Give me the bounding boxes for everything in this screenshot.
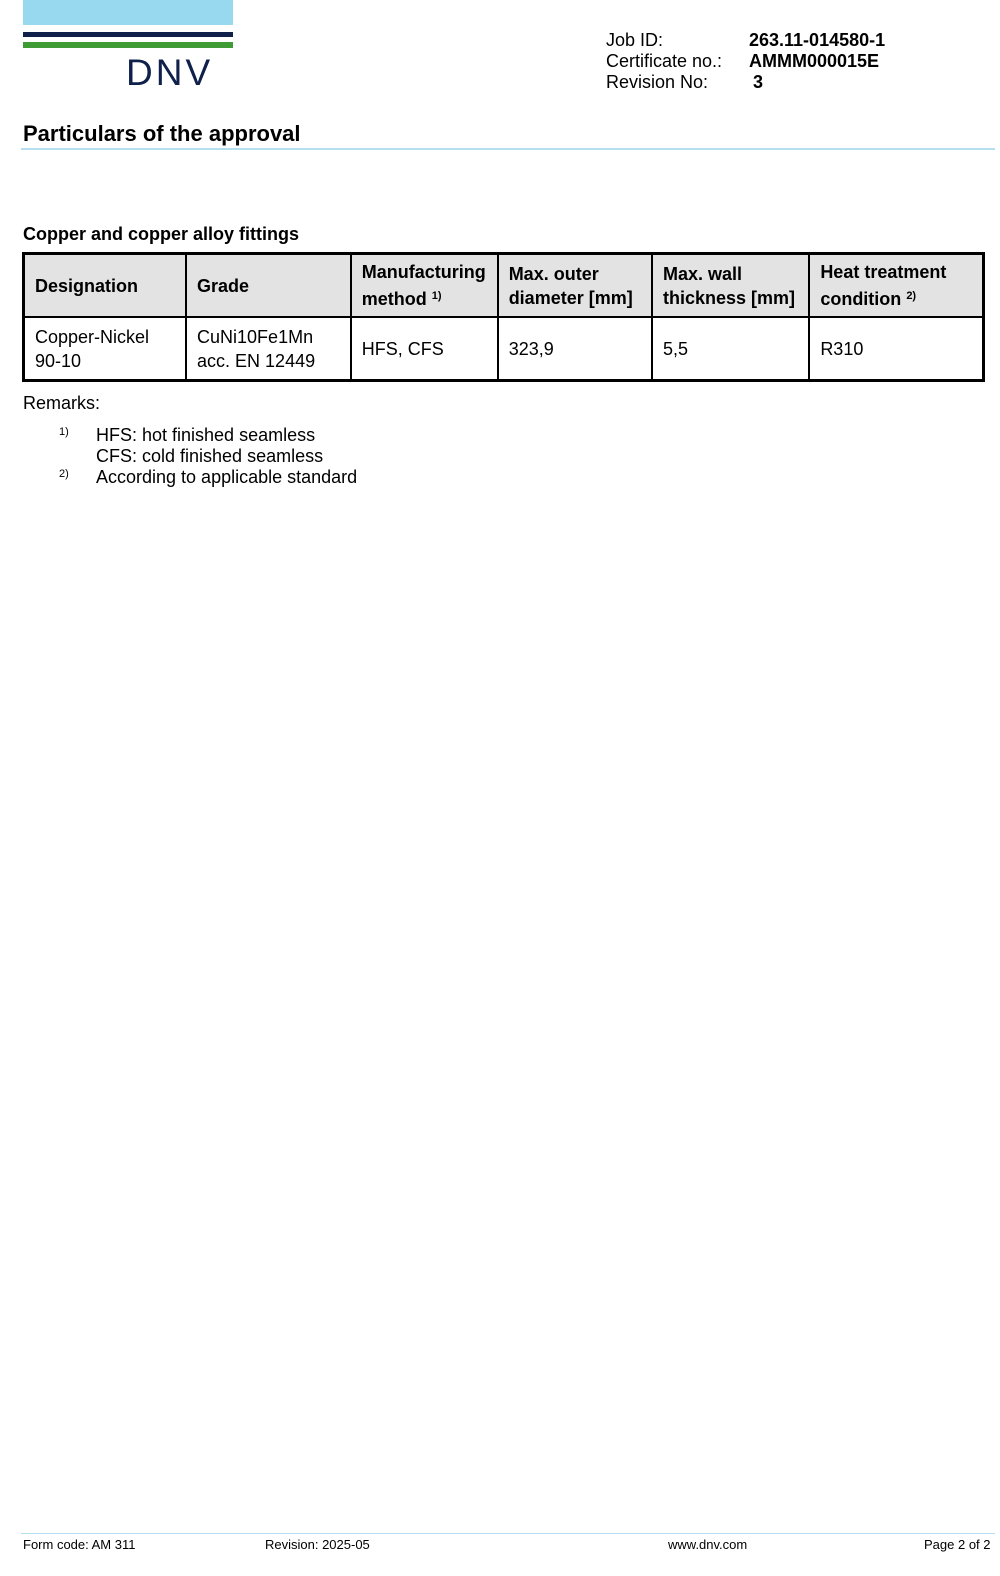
job-id-label: Job ID: bbox=[606, 30, 664, 50]
note-marker: 2) bbox=[59, 468, 69, 480]
job-id-row bbox=[606, 30, 885, 51]
header-wall-thickness: Max. wall thickness [mm] bbox=[652, 254, 809, 318]
remarks-label: Remarks: bbox=[23, 393, 101, 413]
note-text: HFS: hot finished seamless bbox=[96, 425, 316, 445]
logo-wordmark: DNV bbox=[126, 52, 214, 93]
certificate-value: AMMM000015E bbox=[749, 51, 880, 71]
header-grade: Grade bbox=[186, 254, 351, 318]
table-title: Copper and copper alloy fittings bbox=[23, 224, 300, 244]
footer-revision: Revision: 2025-05 bbox=[265, 1537, 370, 1552]
revision-row bbox=[606, 72, 885, 93]
dnv-logo bbox=[23, 0, 233, 92]
table-header-row bbox=[24, 254, 984, 318]
job-id-value: 263.11-014580-1 bbox=[749, 30, 886, 50]
note-text: CFS: cold finished seamless bbox=[96, 446, 324, 466]
footer-website-link[interactable]: www.dnv.com bbox=[668, 1537, 748, 1552]
note-marker: 1) bbox=[59, 426, 69, 438]
cell-grade: CuNi10Fe1Mn acc. EN 12449 bbox=[186, 317, 351, 381]
remarks-notes bbox=[59, 425, 357, 488]
header-designation: Designation bbox=[24, 254, 187, 318]
cell-wall-thickness: 5,5 bbox=[652, 317, 809, 381]
certificate-label: Certificate no.: bbox=[606, 51, 723, 71]
header-heat-treatment: Heat treatment condition $^{2)}$ bbox=[809, 254, 983, 318]
revision-value: 3 bbox=[753, 72, 764, 92]
remark-note bbox=[59, 467, 357, 488]
remark-note bbox=[59, 425, 357, 467]
footer-page-number: Page 2 of 2 bbox=[924, 1537, 991, 1552]
fittings-table bbox=[22, 252, 985, 382]
table-row bbox=[24, 317, 984, 381]
header-outer-diameter: Max. outer diameter [mm] bbox=[498, 254, 652, 318]
title-divider bbox=[21, 148, 995, 150]
cell-outer-diameter: 323,9 bbox=[498, 317, 652, 381]
logo-sky-band bbox=[23, 0, 233, 25]
logo-blue-band bbox=[23, 32, 233, 37]
revision-label: Revision No: bbox=[606, 72, 709, 92]
cell-heat-treatment: R310 bbox=[809, 317, 983, 381]
document-meta bbox=[606, 30, 885, 93]
footnote-marker: 2) bbox=[906, 290, 917, 302]
logo-green-band bbox=[23, 42, 233, 48]
footer-divider bbox=[21, 1533, 995, 1534]
note-text: According to applicable standard bbox=[96, 467, 358, 487]
certificate-row bbox=[606, 51, 885, 72]
footnote-marker: 1) bbox=[431, 290, 442, 302]
footer-form-code: Form code: AM 311 bbox=[23, 1537, 136, 1552]
page-title: Particulars of the approval bbox=[23, 121, 301, 146]
cell-designation: Copper-Nickel 90-10 bbox=[24, 317, 187, 381]
header-manufacturing-method: Manufacturing method $^{1)}$ bbox=[351, 254, 498, 318]
cell-method: HFS, CFS bbox=[351, 317, 498, 381]
